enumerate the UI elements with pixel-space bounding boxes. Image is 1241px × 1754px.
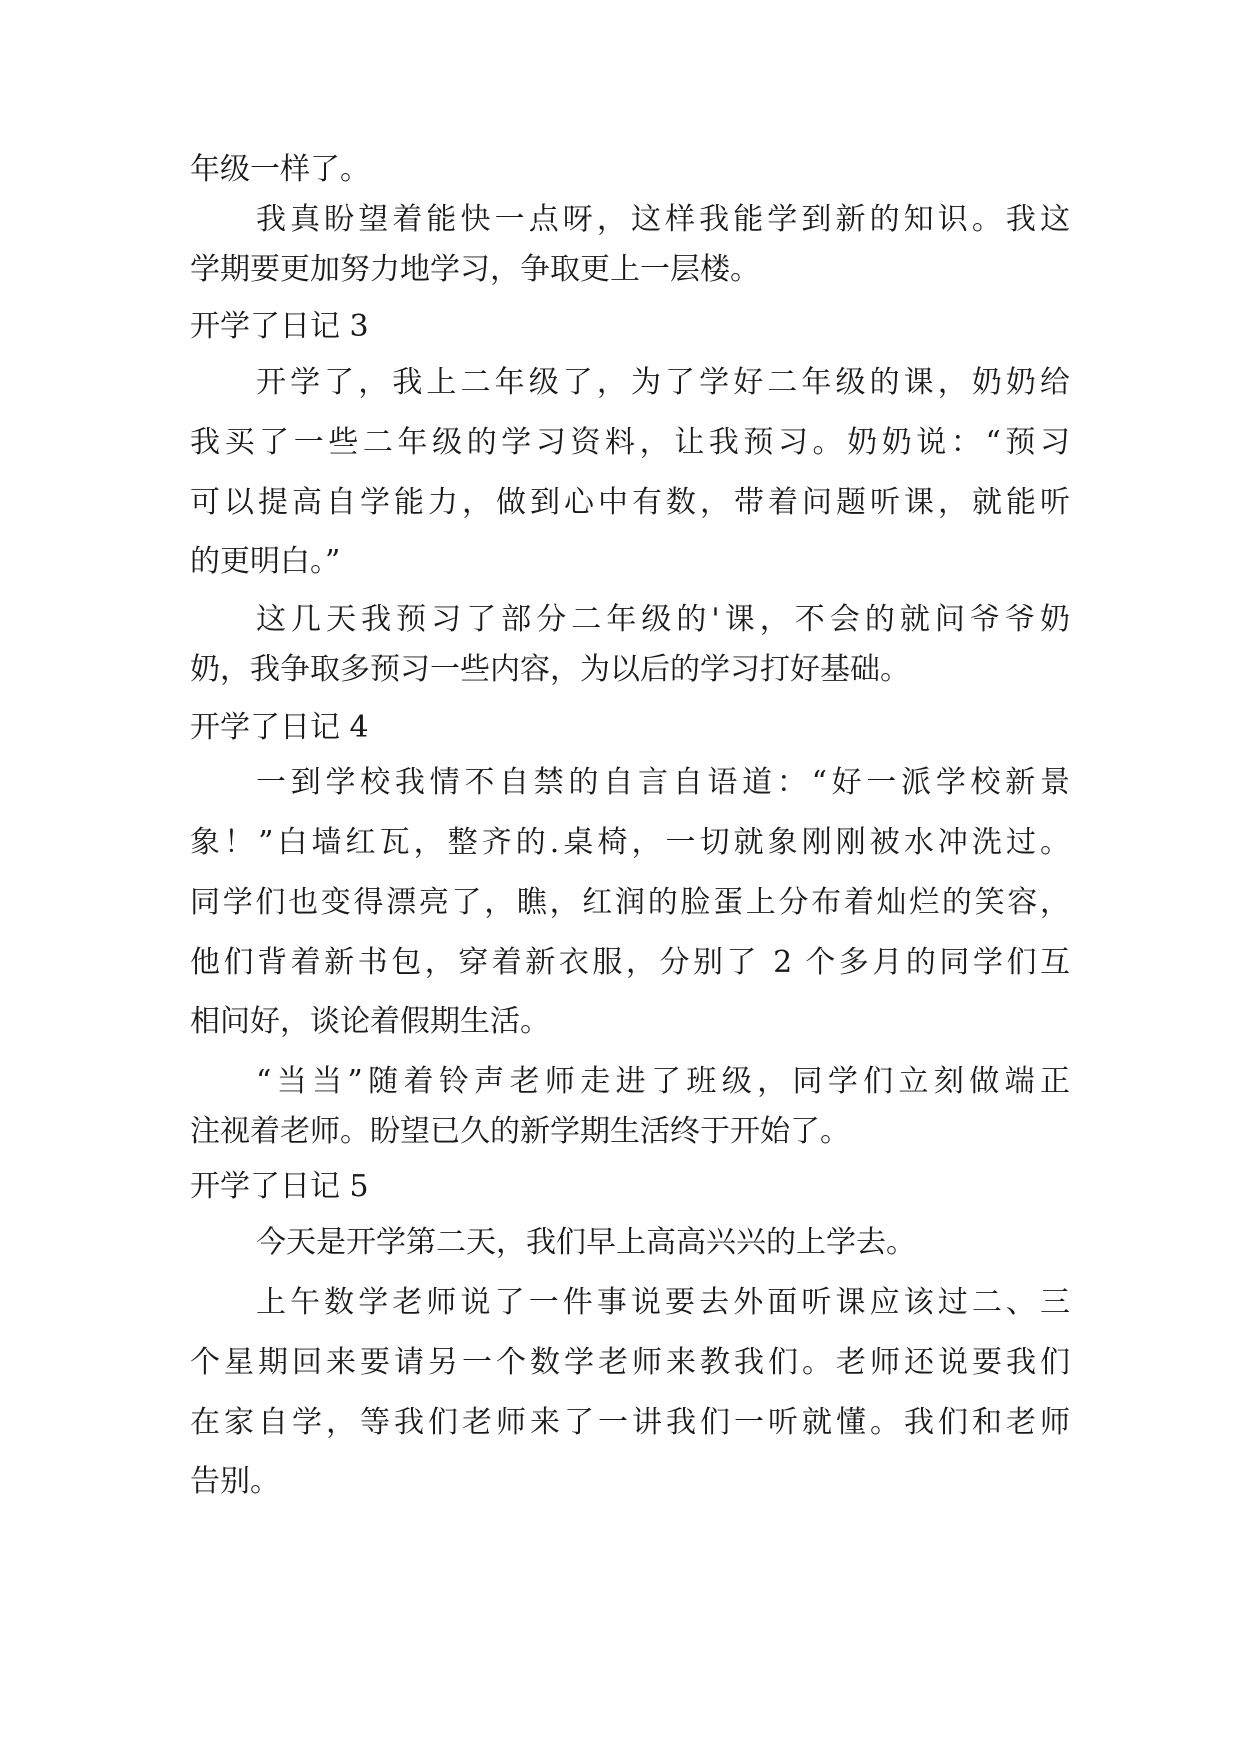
text-line: 上午数学老师说了一件事说要去外面听课应该过二、三 [256,1285,1070,1320]
text-line: 的更明白。” [190,544,341,579]
text-line: 这几天我预习了部分二年级的'课，不会的就问爷爷奶 [256,602,1070,637]
text-line: 他们背着新书包，穿着新衣服，分别了 2 个多月的同学们互 [190,945,1070,980]
text-line: 今天是开学第二天，我们早上高高兴兴的上学去。 [256,1225,916,1260]
text-line: 相问好，谈论着假期生活。 [190,1004,550,1039]
text-line: 个星期回来要请另一个数学老师来教我们。老师还说要我们 [190,1345,1070,1380]
text-line: 奶，我争取多预习一些内容，为以后的学习打好基础。 [190,652,910,687]
text-line: 开学了，我上二年级了，为了学好二年级的课，奶奶给 [256,365,1070,400]
text-line: 学期要更加努力地学习，争取更上一层楼。 [190,252,760,287]
text-line: 我买了一些二年级的学习资料，让我预习。奶奶说：“预习 [190,425,1070,460]
section-heading: 开学了日记 5 [190,1169,369,1204]
text-line: 告别。 [190,1464,280,1499]
text-line: 象！”白墙红瓦，整齐的.桌椅，一切就象刚刚被水冲洗过。 [190,825,1070,860]
text-line: 在家自学，等我们老师来了一讲我们一听就懂。我们和老师 [190,1405,1070,1440]
text-line: “当当”随着铃声老师走进了班级，同学们立刻做端正 [256,1064,1070,1099]
text-line: 我真盼望着能快一点呀，这样我能学到新的知识。我这 [256,202,1070,237]
text-line: 一到学校我情不自禁的自言自语道：“好一派学校新景 [256,765,1070,800]
text-line: 可以提高自学能力，做到心中有数，带着问题听课，就能听 [190,485,1070,520]
section-heading: 开学了日记 4 [190,710,369,745]
text-line: 注视着老师。盼望已久的新学期生活终于开始了。 [190,1114,850,1149]
text-line: 同学们也变得漂亮了，瞧，红润的脸蛋上分布着灿烂的笑容， [190,885,1070,920]
text-line: 年级一样了。 [190,152,370,187]
section-heading: 开学了日记 3 [190,309,369,344]
